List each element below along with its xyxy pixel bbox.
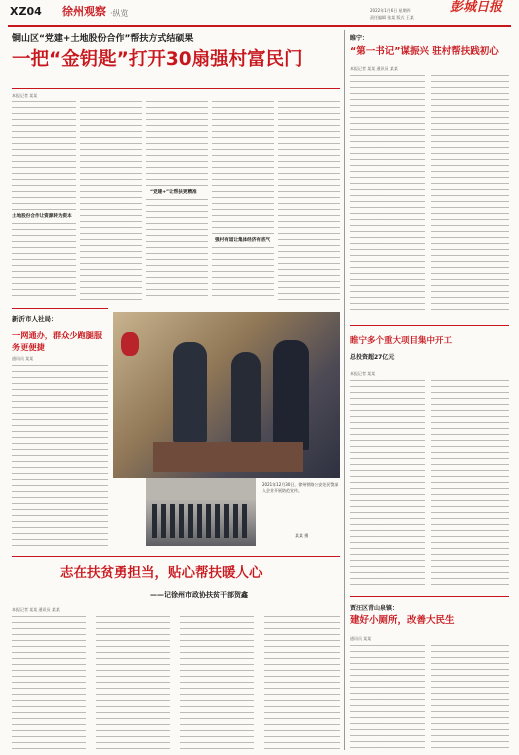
lead-subhead-3: 强村有道让集体经济有底气: [215, 238, 271, 243]
right-bottom-column-2: [431, 645, 509, 750]
right-headline: “第一书记”谋振兴 驻村帮扶践初心: [350, 46, 499, 57]
lead-headline: 一把“金钥匙”打开30扇强村富民门: [12, 49, 303, 70]
subsection-name: ·纵览: [110, 9, 129, 18]
masthead-logo: 彭城日报: [450, 0, 503, 15]
lead-subhead-1: 土地股份合作让资源转为资本: [12, 214, 72, 219]
right-mid-subhead: 总投资超27亿元: [350, 354, 395, 361]
lead-column-2: [80, 101, 142, 301]
photo-table: [153, 442, 303, 472]
left-kicker: 新沂市人社局：: [12, 315, 58, 323]
lead-column-5: [278, 101, 340, 301]
left-column: [12, 365, 108, 548]
bottom-rule: [12, 556, 340, 557]
left-headline: 一网通办，群众少跑腿服务更便捷: [12, 330, 103, 352]
right-bottom-kicker: 贾汪区青山泉镇：: [350, 605, 399, 612]
lead-column-4b: [212, 247, 274, 301]
column-divider: [344, 30, 345, 750]
right-bottom-byline: 通讯员 某某: [350, 636, 372, 641]
bottom-headline: 志在扶贫勇担当，贴心帮扶暖人心: [60, 565, 263, 581]
right-column-1: [350, 75, 425, 315]
news-photo-inset: [146, 478, 256, 546]
news-photo: [113, 312, 340, 478]
bottom-column-4: [264, 616, 340, 750]
bottom-column-1: [12, 616, 86, 750]
page-number: XZ04: [10, 5, 42, 18]
lead-byline: 本报记者 某某: [12, 93, 38, 98]
section-name: 徐州观察: [62, 5, 106, 18]
left-mid-rule: [12, 308, 108, 309]
right-bottom-rule: [350, 596, 509, 597]
editor-line: 责任编辑 张某 版式 王某: [370, 15, 414, 20]
photo-group: [152, 504, 250, 538]
photo-person: [173, 342, 207, 442]
bottom-column-3: [180, 616, 254, 750]
right-byline: 本报记者 某某 通讯员 某某: [350, 66, 398, 71]
right-kicker: 睢宁：: [350, 35, 369, 42]
lead-column-1b: [12, 223, 76, 301]
header-rule: [8, 25, 511, 27]
bottom-column-2: [96, 616, 170, 750]
lead-column-4: [212, 101, 274, 234]
right-column-2: [431, 75, 509, 315]
right-mid-byline: 本报记者 某某: [350, 371, 376, 376]
right-mid-column-1: [350, 380, 425, 590]
photo-credit: 某某 摄: [295, 533, 309, 538]
lead-kicker: 铜山区“党建+土地股份合作”帮扶方式结硕果: [12, 34, 194, 44]
photo-caption: 2021年12月30日，徐州铁路公安处民警深入企业开展防范宣传。: [262, 482, 339, 493]
right-bottom-column-1: [350, 645, 425, 750]
lead-column-3b: [146, 199, 208, 301]
right-mid-column-2: [431, 380, 509, 590]
right-mid-headline: 睢宁多个重大项目集中开工: [350, 336, 453, 346]
photo-building: [146, 478, 256, 500]
bottom-byline: 本报记者 某某 通讯员 某某: [12, 607, 60, 612]
lead-subhead-2: “党建+”让帮扶更精准: [150, 190, 197, 195]
right-mid-rule: [350, 325, 509, 326]
photo-lantern: [121, 332, 139, 356]
lead-rule: [12, 88, 340, 89]
bottom-subhead: ——记徐州市政协扶贫干部贺鑫: [150, 591, 248, 599]
photo-person: [273, 340, 309, 450]
lead-column-3: [146, 101, 208, 186]
date-line: 2022年1月6日 星期四: [370, 8, 411, 13]
right-bottom-headline: 建好小厕所，改善大民生: [350, 615, 455, 626]
left-byline: 通讯员 某某: [12, 356, 34, 361]
lead-column-1: [12, 101, 76, 211]
photo-person: [231, 352, 261, 442]
